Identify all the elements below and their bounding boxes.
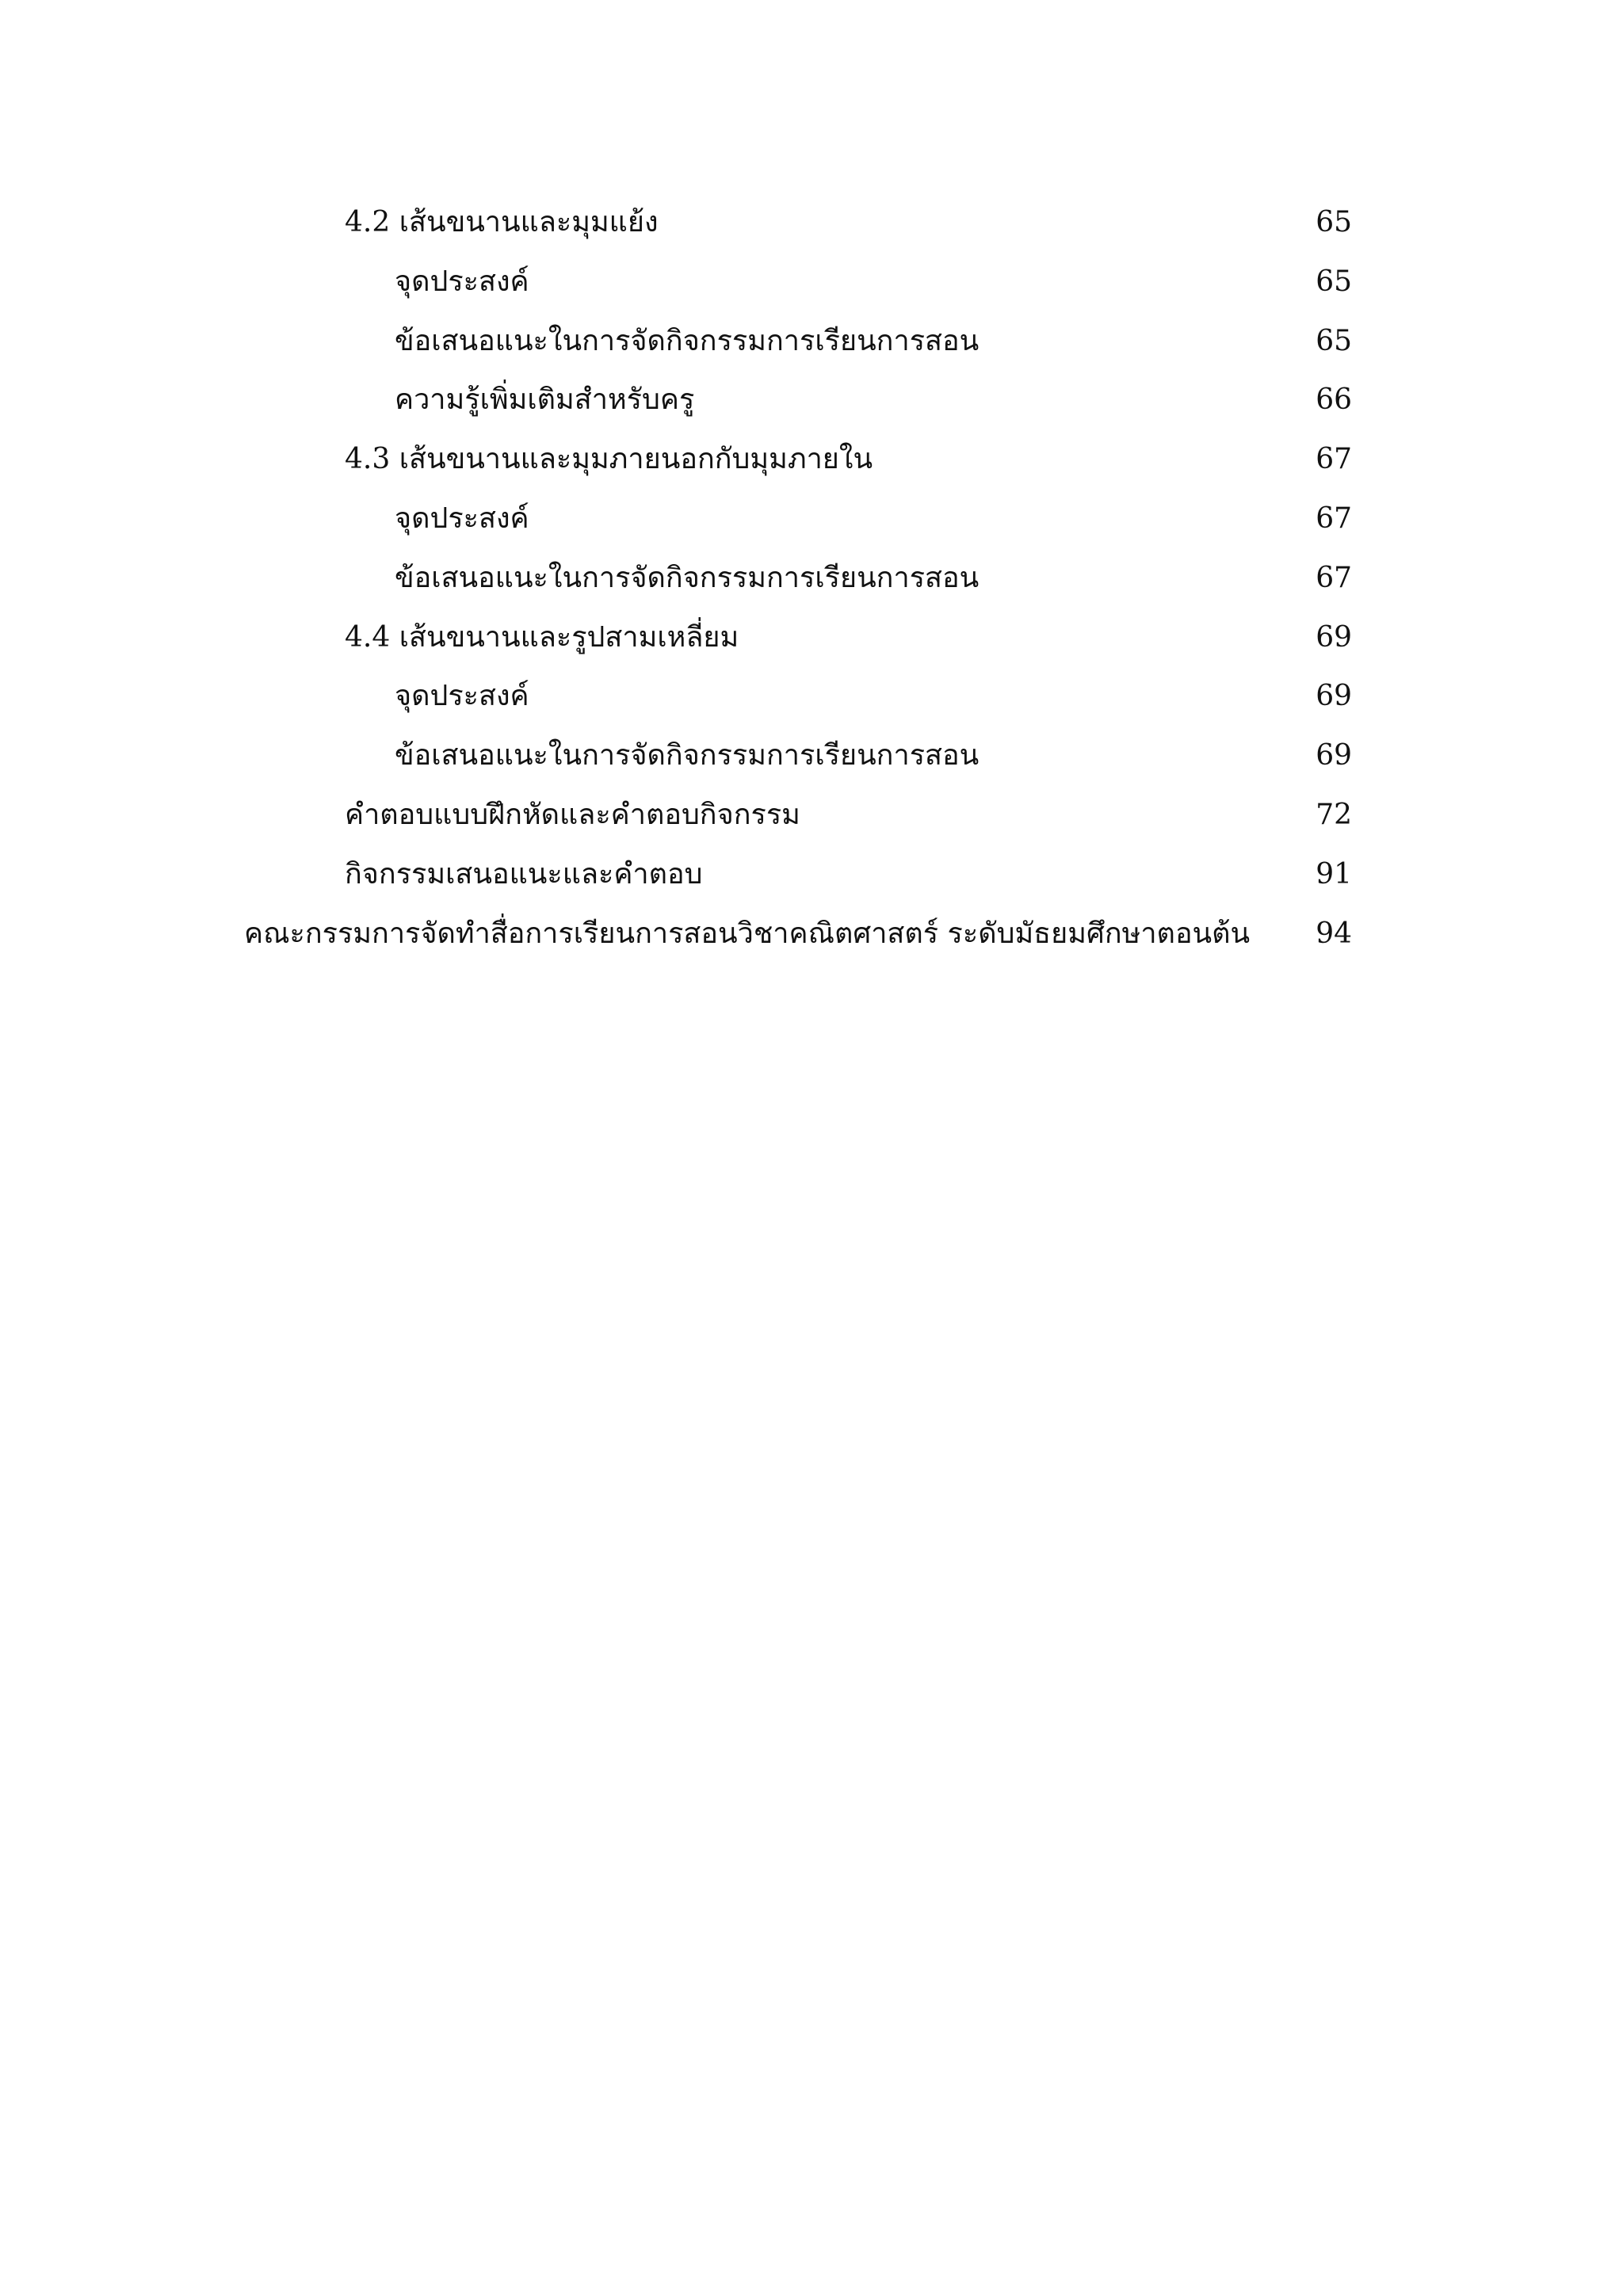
toc-entry	[0, 261, 1623, 321]
toc-entry-title: 4.4 เส้นขนานและรูปสามเหลี่ยม	[345, 620, 739, 654]
toc-entry-page-number: 69	[1316, 620, 1352, 654]
toc-entry-title: ข้อเสนอแนะในการจัดกิจกรรมการเรียนการสอน	[395, 739, 980, 772]
toc-entry-page-number: 91	[1316, 857, 1352, 891]
toc-entry-title: คำตอบแบบฝึกหัดและคำตอบกิจกรรม	[345, 798, 800, 831]
toc-entry-page-number: 67	[1316, 443, 1352, 476]
toc-entry-title: ข้อเสนอแนะในการจัดกิจกรรมการเรียนการสอน	[395, 561, 980, 594]
toc-entry	[0, 913, 1623, 973]
toc-entry-title: ข้อเสนอแนะในการจัดกิจกรรมการเรียนการสอน	[395, 324, 980, 357]
toc-entry	[0, 202, 1623, 261]
toc-entry	[0, 795, 1623, 854]
toc-entry-title: จุดประสงค์	[395, 502, 529, 535]
toc-entry-page-number: 67	[1316, 561, 1352, 594]
toc-entry-page-number: 72	[1316, 798, 1352, 831]
toc-entry	[0, 498, 1623, 558]
toc-entry-page-number: 69	[1316, 739, 1352, 772]
toc-entry-page-number: 69	[1316, 680, 1352, 713]
toc-entry	[0, 439, 1623, 498]
toc-entry-page-number: 65	[1316, 265, 1352, 298]
toc-entry	[0, 321, 1623, 380]
toc-entry-title: คณะกรรมการจัดทำสื่อการเรียนการสอนวิชาคณิตศาสตร์ ระดับมัธยมศึกษาตอนต้น	[244, 917, 1251, 950]
toc-entry-page-number: 66	[1316, 383, 1352, 417]
toc-entry-title: กิจกรรมเสนอแนะและคำตอบ	[345, 857, 703, 891]
table-of-contents	[0, 202, 1623, 972]
toc-entry-page-number: 65	[1316, 206, 1352, 238]
toc-entry	[0, 854, 1623, 913]
toc-entry	[0, 558, 1623, 617]
toc-entry-title: จุดประสงค์	[395, 265, 529, 298]
toc-entry-title: จุดประสงค์	[395, 680, 529, 713]
toc-entry-title: ความรู้เพิ่มเติมสำหรับครู	[395, 383, 695, 417]
toc-entry-title: 4.2 เส้นขนานและมุมแย้ง	[345, 206, 659, 238]
toc-entry	[0, 676, 1623, 735]
toc-entry-page-number: 94	[1316, 917, 1352, 950]
toc-entry-title: 4.3 เส้นขนานและมุมภายนอกกับมุมภายใน	[345, 443, 873, 476]
toc-entry	[0, 735, 1623, 795]
toc-entry-page-number: 67	[1316, 502, 1352, 535]
toc-entry	[0, 617, 1623, 677]
toc-entry-page-number: 65	[1316, 324, 1352, 357]
toc-entry	[0, 379, 1623, 439]
